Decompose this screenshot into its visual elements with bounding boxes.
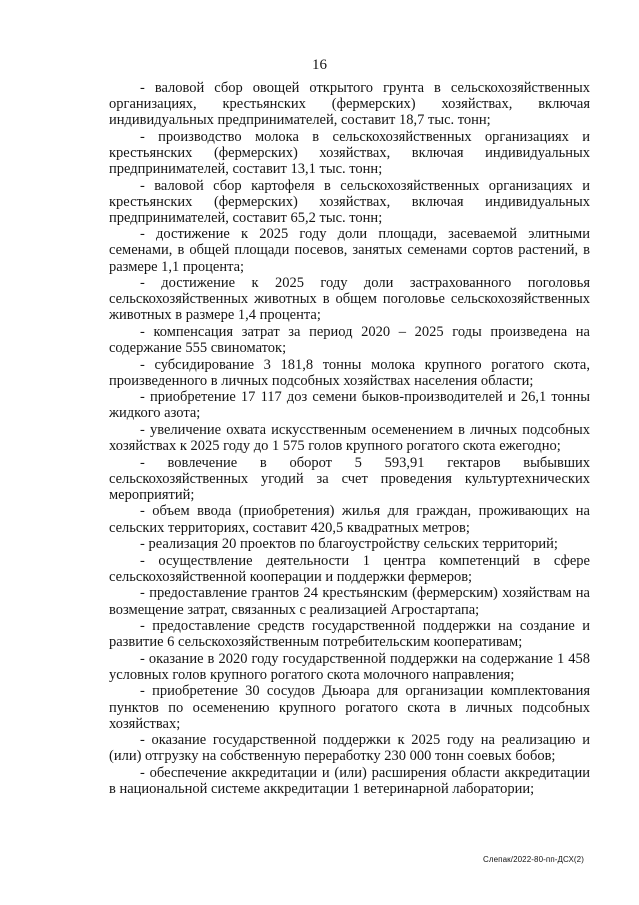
list-item: - вовлечение в оборот 5 593,91 гектаров выбывших сельскохозяйственных угодий за счет проведения культуртехнических мероприятий;: [109, 454, 590, 503]
page-number: 16: [312, 57, 327, 73]
list-item: - предоставление средств государственной поддержки на создание и развитие 6 сельскохозяйственным потребительским кооперативам;: [109, 618, 590, 651]
list-item: - приобретение 30 сосудов Дьюара для организации комплектования пунктов по осеменению крупного рогатого скота в личных подсобных хозяйствах;: [109, 683, 590, 732]
list-item: - валовой сбор картофеля в сельскохозяйственных организациях и крестьянских (фермерских) хозяйствах, включая индивидуальных предпринимателей, составит 65,2 тыс. тонн;: [109, 177, 590, 226]
list-item: - осуществление деятельности 1 центра компетенций в сфере сельскохозяйственной кооперации и поддержки фермеров;: [109, 552, 590, 585]
list-item: - достижение к 2025 году доли площади, засеваемой элитными семенами, в общей площади посевов, занятых семенами сортов растений, в размере 1,1 процента;: [109, 226, 590, 275]
list-item: - достижение к 2025 году доли застрахованного поголовья сельскохозяйственных животных в общем поголовье сельскохозяйственных животных в размере 1,4 процента;: [109, 275, 590, 324]
document-reference-code: Слепак/2022-80-пп-ДСХ(2): [482, 855, 584, 864]
list-item: - оказание в 2020 году государственной поддержки на содержание 1 458 условных голов крупного рогатого скота молочного направления;: [109, 650, 590, 683]
list-item: - реализация 20 проектов по благоустройству сельских территорий;: [140, 536, 558, 553]
list-item: - компенсация затрат за период 2020 – 2025 годы произведена на содержание 555 свиноматок;: [109, 323, 590, 356]
list-item: - обеспечение аккредитации и (или) расширения области аккредитации в национальной системе аккредитации 1 ветеринарной лаборатории;: [109, 764, 590, 798]
list-item: - валовой сбор овощей открытого грунта в сельскохозяйственных организациях, крестьянских (фермерских) хозяйствах, включая индивидуальных предпринимателей, составит 18,7 тыс. тонн;: [109, 80, 590, 129]
document-body: [109, 80, 590, 798]
list-item: - объем ввода (приобретения) жилья для граждан, проживающих на сельских территориях, составит 420,5 квадратных метров;: [109, 503, 590, 536]
list-item: - производство молока в сельскохозяйственных организациях и крестьянских (фермерских) хозяйствах, включая индивидуальных предпринимателей, составит 13,1 тыс. тонн;: [109, 128, 590, 177]
list-item: - субсидирование 3 181,8 тонны молока крупного рогатого скота, произведенного в личных подсобных хозяйствах населения области;: [109, 356, 590, 389]
list-item: - оказание государственной поддержки к 2025 году на реализацию и (или) отгрузку на собственную переработку 230 000 тонн соевых бобов;: [109, 732, 590, 765]
list-item: - увеличение охвата искусственным осеменением в личных подсобных хозяйствах к 2025 году до 1 575 голов крупного рогатого скота ежегодно;: [109, 421, 590, 455]
list-item: - приобретение 17 117 доз семени быков-производителей и 26,1 тонны жидкого азота;: [109, 389, 590, 422]
list-item: - предоставление грантов 24 крестьянским (фермерским) хозяйствам на возмещение затрат, связанных с реализацией Агростартапа;: [109, 585, 590, 618]
